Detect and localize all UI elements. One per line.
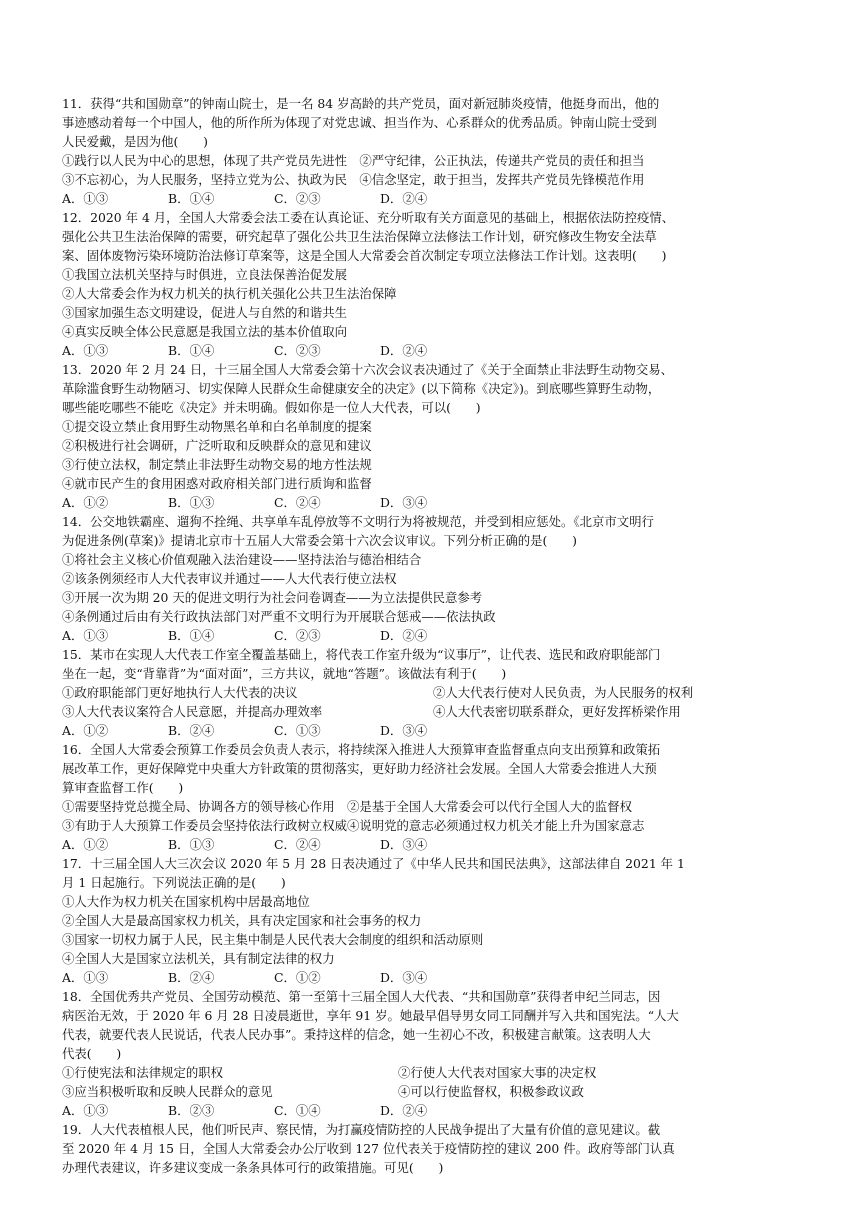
question-stem [62, 208, 804, 265]
answer-choice[interactable]: B．①④ [168, 191, 215, 206]
option-row [62, 265, 804, 284]
answer-choice[interactable]: D．②④ [380, 343, 428, 358]
option-row [62, 930, 804, 949]
answer-choice[interactable]: B．②③ [168, 1103, 215, 1118]
stem-line: 展改革工作，更好保障党中央重大方针政策的贯彻落实，更好助力经济社会发展。全国人大常委会推进人大预 [62, 761, 657, 776]
answer-choices [62, 1101, 804, 1120]
answer-choice[interactable]: A．①③ [62, 628, 109, 643]
answer-choice[interactable]: A．①② [62, 723, 109, 738]
question-stem [62, 645, 804, 683]
stem-line: 月 1 日起施行。下列说法正确的是( ) [62, 875, 286, 890]
option-row [62, 322, 804, 341]
stem-line: 人民爱戴，是因为他( ) [62, 134, 208, 149]
option-row [62, 569, 804, 588]
question-15 [62, 645, 804, 740]
stem-line: 哪些能吃哪些不能吃《决定》并未明确。假如你是一位人大代表，可以( ) [62, 400, 481, 415]
answer-choices [62, 493, 804, 512]
stem-line: 坐在一起，变“背靠背”为“面对面”，三方共议，就地“答题”。该做法有利于( ) [62, 666, 507, 681]
stem-line: 11．获得“共和国勋章”的钟南山院士，是一名 84 岁高龄的共产党员，面对新冠肺炎疫情，他挺身而出，他的 [62, 96, 660, 111]
option-row [62, 436, 804, 455]
answer-choice[interactable]: A．①② [62, 495, 109, 510]
question-stem [62, 94, 804, 151]
answer-choice[interactable]: A．①③ [62, 191, 109, 206]
stem-line: 17．十三届全国人大三次会议 2020 年 5 月 28 日表决通过了《中华人民共和国民法典》，这部法律自 2021 年 1 [62, 856, 685, 871]
answer-choice[interactable]: B．②④ [168, 723, 215, 738]
stem-line: 代表，就要代表人民说话，代表人民办事”。秉持这样的信念，她一生初心不改，积极建言献策。这表明人大 [62, 1027, 651, 1042]
option-item: ②人大常委会作为权力机关的执行机关强化公共卫生法治保障 [62, 286, 397, 301]
option-item: ③人大代表议案符合人民意愿，并提高办理效率 [62, 704, 323, 719]
question-19 [62, 1120, 804, 1177]
stem-line: 18．全国优秀共产党员、全国劳动模范、第一至第十三届全国人大代表、“共和国勋章”获得者申纪兰同志，因 [62, 989, 661, 1004]
option-row [62, 702, 804, 721]
option-row [62, 1063, 804, 1082]
answer-choices [62, 341, 804, 360]
question-stem [62, 1120, 804, 1177]
option-row [62, 151, 804, 170]
question-stem [62, 360, 804, 417]
stem-line: 办理代表建议，许多建议变成一条条具体可行的政策措施。可见( ) [62, 1160, 444, 1175]
option-row [62, 816, 804, 835]
stem-line: 强化公共卫生法治保障的需要，研究起草了强化公共卫生法治保障立法修法工作计划，研究修改生物安全法草 [62, 229, 657, 244]
answer-choice[interactable]: C．①④ [274, 1103, 321, 1118]
question-stem [62, 512, 804, 550]
question-13 [62, 360, 804, 512]
question-stem [62, 987, 804, 1063]
answer-choice[interactable]: C．②④ [274, 837, 321, 852]
option-item: ①提交设立禁止食用野生动物黑名单和白名单制度的提案 [62, 419, 372, 434]
stem-line: 14．公交地铁霸座、遛狗不拴绳、共享单车乱停放等不文明行为将被规范，并受到相应惩处。《北京市文明行 [62, 514, 654, 529]
stem-line: 为促进条例(草案)》提请北京市十五届人大常委会第十六次会议审议。下列分析正确的是( ) [62, 533, 577, 548]
option-item: ④真实反映全体公民意愿是我国立法的基本价值取向 [62, 324, 347, 339]
answer-choice[interactable]: C．②③ [274, 191, 321, 206]
option-row [62, 911, 804, 930]
option-row [62, 455, 804, 474]
option-item: ①需要坚持党总揽全局、协调各方的领导核心作用 ②是基于全国人大常委会可以代行全国人大的监督权 [62, 799, 632, 814]
answer-choices [62, 721, 804, 740]
option-item: ③应当积极听取和反映人民群众的意见 [62, 1084, 273, 1099]
option-item: ①政府职能部门更好地执行人大代表的决议 [62, 685, 298, 700]
stem-line: 15．某市在实现人大代表工作室全覆盖基础上，将代表工作室升级为“议事厅”，让代表、选民和政府职能部门 [62, 647, 661, 662]
option-item: ④人大代表密切联系群众，更好发挥桥梁作用 [433, 704, 681, 719]
option-item: ③不忘初心，为人民服务，坚持立党为公、执政为民 ④信念坚定，敢于担当，发挥共产党员先锋模范作用 [62, 172, 645, 187]
answer-choice[interactable]: C．②③ [274, 628, 321, 643]
stem-line: 算审查监督工作( ) [62, 780, 184, 795]
answer-choice[interactable]: C．②③ [274, 343, 321, 358]
answer-choice[interactable]: C．①② [274, 970, 321, 985]
stem-line: 16．全国人大常委会预算工作委员会负责人表示，将持续深入推进人大预算审查监督重点向支出预算和政策拓 [62, 742, 661, 757]
question-16 [62, 740, 804, 854]
option-row [62, 588, 804, 607]
answer-choice[interactable]: D．③④ [380, 495, 428, 510]
answer-choice[interactable]: B．①④ [168, 343, 215, 358]
option-row [62, 1082, 804, 1101]
answer-choices [62, 835, 804, 854]
answer-choice[interactable]: A．①③ [62, 1103, 109, 1118]
stem-line: 案、固体废物污染环境防治法修订草案等，这是全国人大常委会首次制定专项立法修法工作计划。这表明( ) [62, 248, 667, 263]
stem-line: 至 2020 年 4 月 15 日，全国人大常委会办公厅收到 127 位代表关于疫情防控的建议 200 件。政府等部门认真 [62, 1141, 675, 1156]
option-row [62, 550, 804, 569]
option-row [62, 170, 804, 189]
option-item: ①将社会主义核心价值观融入法治建设——坚持法治与德治相结合 [62, 552, 422, 567]
option-item: ②积极进行社会调研，广泛听取和反映群众的意见和建议 [62, 438, 372, 453]
answer-choice[interactable]: C．①③ [274, 723, 321, 738]
answer-choice[interactable]: A．①③ [62, 343, 109, 358]
option-row [62, 683, 804, 702]
option-row [62, 607, 804, 626]
option-item: ③行使立法权，制定禁止非法野生动物交易的地方性法规 [62, 457, 372, 472]
option-item: ①我国立法机关坚持与时俱进，立良法保善治促发展 [62, 267, 347, 282]
exam-page [62, 94, 804, 1177]
answer-choice[interactable]: A．①② [62, 837, 109, 852]
option-item: ①践行以人民为中心的思想，体现了共产党员先进性 ②严守纪律，公正执法，传递共产党员的责任和担当 [62, 153, 645, 168]
stem-line: 事迹感动着每一个中国人，他的所作所为体现了对党忠诚、担当作为、心系群众的优秀品质。钟南山院士受到 [62, 115, 657, 130]
option-item: ①行使宪法和法律规定的职权 [62, 1065, 224, 1080]
answer-choice[interactable]: B．①③ [168, 837, 215, 852]
option-row [62, 797, 804, 816]
stem-line: 19．人大代表植根人民，他们听民声、察民情，为打赢疫情防控的人民战争提出了大量有价值的意见建议。截 [62, 1122, 661, 1137]
answer-choice[interactable]: B．①④ [168, 628, 215, 643]
option-row [62, 284, 804, 303]
stem-line: 革除滥食野生动物陋习、切实保障人民群众生命健康安全的决定》(以下简称《决定》)。到底哪些算野生动物， [62, 381, 661, 396]
answer-choice[interactable]: D．③④ [380, 723, 428, 738]
question-17 [62, 854, 804, 987]
stem-line: 13．2020 年 2 月 24 日，十三届全国人大常委会第十六次会议表决通过了《关于全面禁止非法野生动物交易、 [62, 362, 674, 377]
question-11 [62, 94, 804, 208]
question-14 [62, 512, 804, 645]
question-12 [62, 208, 804, 360]
option-row [62, 892, 804, 911]
option-row [62, 417, 804, 436]
option-item: ④就市民产生的食用困惑对政府相关部门进行质询和监督 [62, 476, 372, 491]
question-stem [62, 740, 804, 797]
option-item: ③国家加强生态文明建设，促进人与自然的和谐共生 [62, 305, 347, 320]
option-item: ④条例通过后由有关行政执法部门对严重不文明行为开展联合惩戒——依法执政 [62, 609, 496, 624]
option-item: ②该条例须经市人大代表审议并通过——人大代表行使立法权 [62, 571, 397, 586]
answer-choices [62, 189, 804, 208]
question-stem [62, 854, 804, 892]
option-item: ②行使人大代表对国家大事的决定权 [398, 1065, 597, 1080]
answer-choice[interactable]: D．②④ [380, 1103, 428, 1118]
stem-line: 12．2020 年 4 月，全国人大常委会法工委在认真论证、充分听取有关方面意见的基础上，根据依法防控疫情、 [62, 210, 675, 225]
stem-line: 代表( ) [62, 1046, 122, 1061]
option-item: ②全国人大是最高国家权力机关，具有决定国家和社会事务的权力 [62, 913, 422, 928]
answer-choice[interactable]: B．②④ [168, 970, 215, 985]
option-item: ③有助于人大预算工作委员会坚持依法行政树立权威④说明党的意志必须通过权力机关才能上升为国家意志 [62, 818, 645, 833]
option-item: ④全国人大是国家立法机关，具有制定法律的权力 [62, 951, 335, 966]
answer-choice[interactable]: A．①③ [62, 970, 109, 985]
answer-choice[interactable]: C．②④ [274, 495, 321, 510]
question-18 [62, 987, 804, 1120]
answer-choice[interactable]: D．②④ [380, 628, 428, 643]
option-row [62, 303, 804, 322]
option-item: ③开展一次为期 20 天的促进文明行为社会问卷调查——为立法提供民意参考 [62, 590, 483, 605]
answer-choices [62, 968, 804, 987]
answer-choice[interactable]: D．②④ [380, 191, 428, 206]
option-item: ③国家一切权力属于人民，民主集中制是人民代表大会制度的组织和活动原则 [62, 932, 484, 947]
option-item: ①人大作为权力机关在国家机构中居最高地位 [62, 894, 310, 909]
answer-choice[interactable]: B．①③ [168, 495, 215, 510]
option-item: ②人大代表行使对人民负责，为人民服务的权利 [433, 685, 694, 700]
stem-line: 病医治无效，于 2020 年 6 月 28 日凌晨逝世，享年 91 岁。她最早倡导男女同工同酬并写入共和国宪法。“人大 [62, 1008, 679, 1023]
answer-choice[interactable]: D．③④ [380, 837, 428, 852]
answer-choice[interactable]: D．③④ [380, 970, 428, 985]
option-item: ④可以行使监督权，积极参政议政 [398, 1084, 584, 1099]
option-row [62, 949, 804, 968]
option-row [62, 474, 804, 493]
answer-choices [62, 626, 804, 645]
